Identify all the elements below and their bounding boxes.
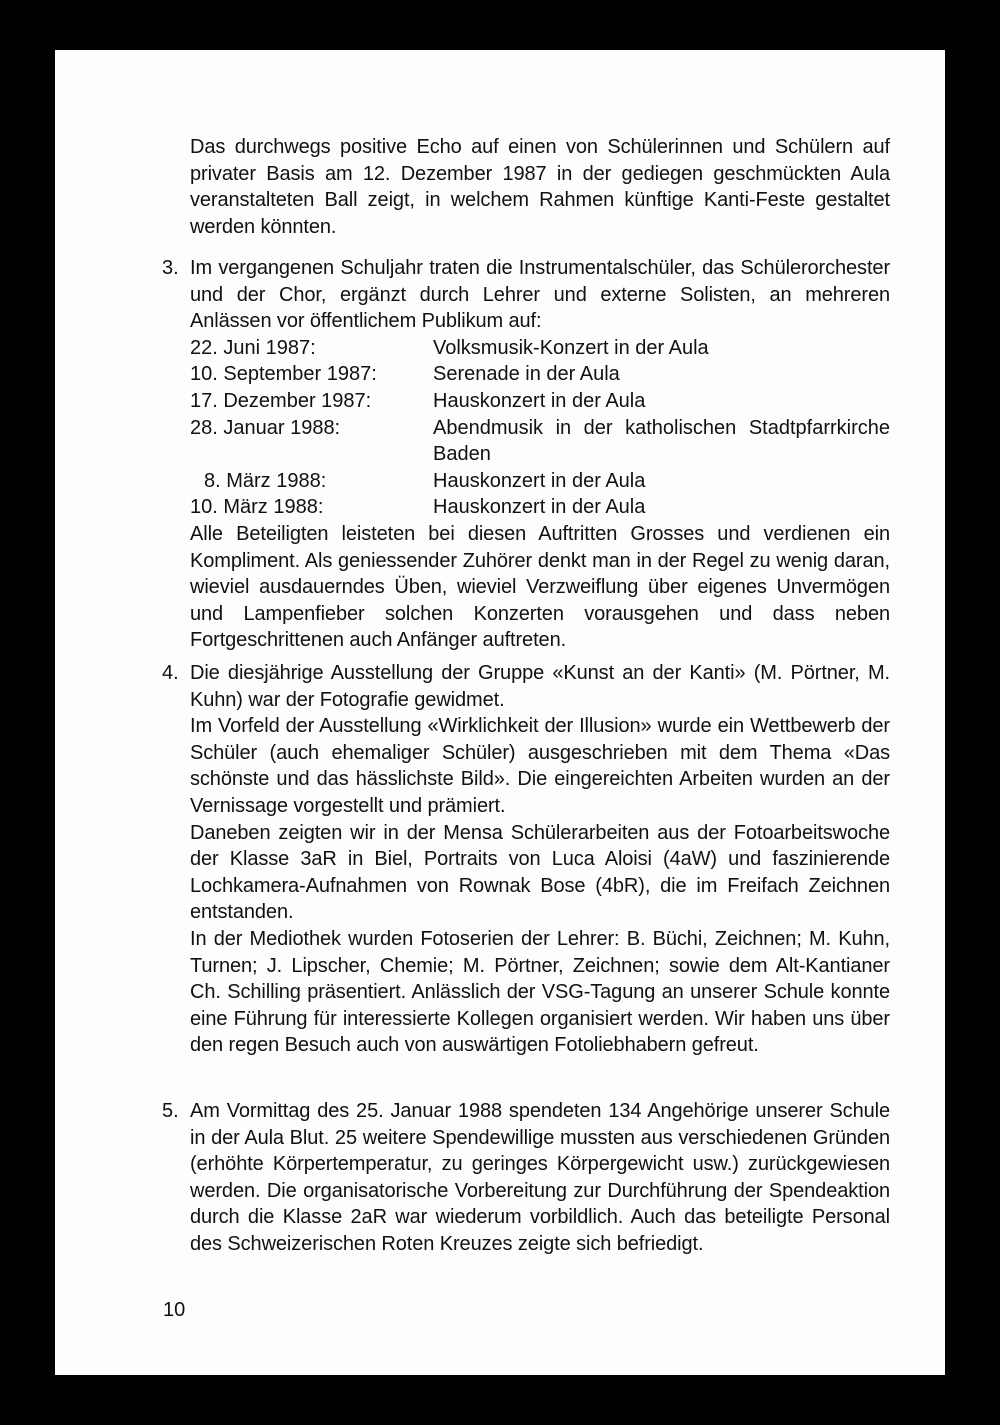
item-4-paragraph: Daneben zeigten wir in der Mensa Schülerarbeiten aus der Fotoarbeitswoche der Klasse 3aR in Biel, Portraits von Luca Aloisi (4aW) und faszinierende Lochkamera-Aufnahmen von Rownak Bose (4bR), die im Freifach Zeichnen entstanden. (190, 821, 890, 924)
event-title: Hauskonzert in der Aula (433, 496, 646, 519)
intro-text: Das durchwegs positive Echo auf einen von Schülerinnen und Schülern auf privater Basis am 12. Dezember 1987 in der gediegen geschmückten Aula veranstalteten Ball zeigt, in welchem Rahmen künftige Kanti-Feste gestaltet werden könnten. (190, 136, 890, 238)
event-title: Hauskonzert in der Aula (433, 469, 646, 492)
page-number: 10 (163, 1299, 186, 1321)
item-4-paragraph: In der Mediothek wurden Fotoserien der Lehrer: B. Büchi, Zeichnen; M. Kuhn, Turnen; J. Lipscher, Chemie; M. Pörtner, Zeichnen; sowie dem Alt-Kantianer Ch. Schilling präsentiert. Anlässlich der VSG-Tagung an unserer Schule konnte eine Führung für interessierte Kollegen organisiert werden. Wir haben uns über den regen Besuch auch von auswärtigen Fotoliebhabern gefreut. (190, 927, 890, 1057)
event-date: 22. Juni 1987: (190, 336, 316, 359)
event-row (190, 335, 890, 362)
event-date: 10. September 1987: (190, 363, 377, 386)
item-3-number: 3. (162, 257, 179, 279)
event-date: 17. Dezember 1987: (190, 389, 372, 412)
event-title: Hauskonzert in der Aula (433, 389, 646, 412)
event-date: 28. Januar 1988: (190, 416, 341, 439)
item-5-number: 5. (162, 1100, 179, 1122)
item-4-paragraph: Im Vorfeld der Ausstellung «Wirklichkeit der Illusion» wurde ein Wettbewerb der Schüler (auch ehemaliger Schüler) ausgeschrieben mit dem Thema «Das schönste und das hässlichste Bild». Die eingereichten Arbeiten wurden an der Vernissage vorgestellt und prämiert. (190, 715, 890, 817)
item-3-lead: Im vergangenen Schuljahr traten die Instrumentalschüler, das Schülerorchester und der Chor, ergänzt durch Lehrer und externe Solisten, an mehreren Anlässen vor öffentlichem Publikum auf: (190, 257, 890, 333)
item-5 (190, 1098, 890, 1258)
event-title: Volksmusik-Konzert in der Aula (433, 336, 709, 359)
event-title: Abendmusik in der katholischen Stadtpfarrkirche Baden (433, 416, 890, 466)
item-4 (190, 660, 890, 1059)
item-4-paragraph: Die diesjährige Ausstellung der Gruppe «Kunst an der Kanti» (M. Pörtner, M. Kuhn) war der Fotografie gewidmet. (190, 662, 890, 711)
event-row (190, 415, 890, 468)
event-row (190, 494, 890, 521)
item-4-number: 4. (162, 662, 179, 684)
item-5-text: Am Vormittag des 25. Januar 1988 spendeten 134 Angehörige unserer Schule in der Aula Blut. 25 weitere Spendewillige mussten aus verschiedenen Gründen (erhöhte Körpertemperatur, zu geringes Körpergewicht usw.) zurückgewiesen werden. Die organisatorische Vorbereitung zur Durchführung der Spendeaktion durch die Klasse 2aR war wiederum vorbildlich. Auch das beteiligte Personal des Schweizerischen Roten Kreuzes zeigte sich befriedigt. (190, 1100, 890, 1255)
event-schedule (190, 335, 890, 521)
event-row (190, 468, 890, 495)
event-title: Serenade in der Aula (433, 363, 620, 386)
item-3 (190, 255, 890, 654)
event-date: 10. März 1988: (190, 496, 324, 519)
event-row (190, 361, 890, 388)
event-row (190, 388, 890, 415)
intro-paragraph (190, 134, 890, 240)
event-date: 8. März 1988: (204, 469, 327, 492)
item-3-closing: Alle Beteiligten leisteten bei diesen Auftritten Grosses und verdienen ein Kompliment. Als geniessender Zuhörer denkt man in der Regel zu wenig daran, wieviel ausdauerndes Üben, wieviel Verzweiflung über eigenes Unvermögen und Lampenfieber solchen Konzerten vorausgehen und dass neben Fortgeschrittenen auch Anfänger auftreten. (190, 522, 890, 652)
document-page (55, 50, 945, 1375)
page-content (55, 50, 945, 1375)
